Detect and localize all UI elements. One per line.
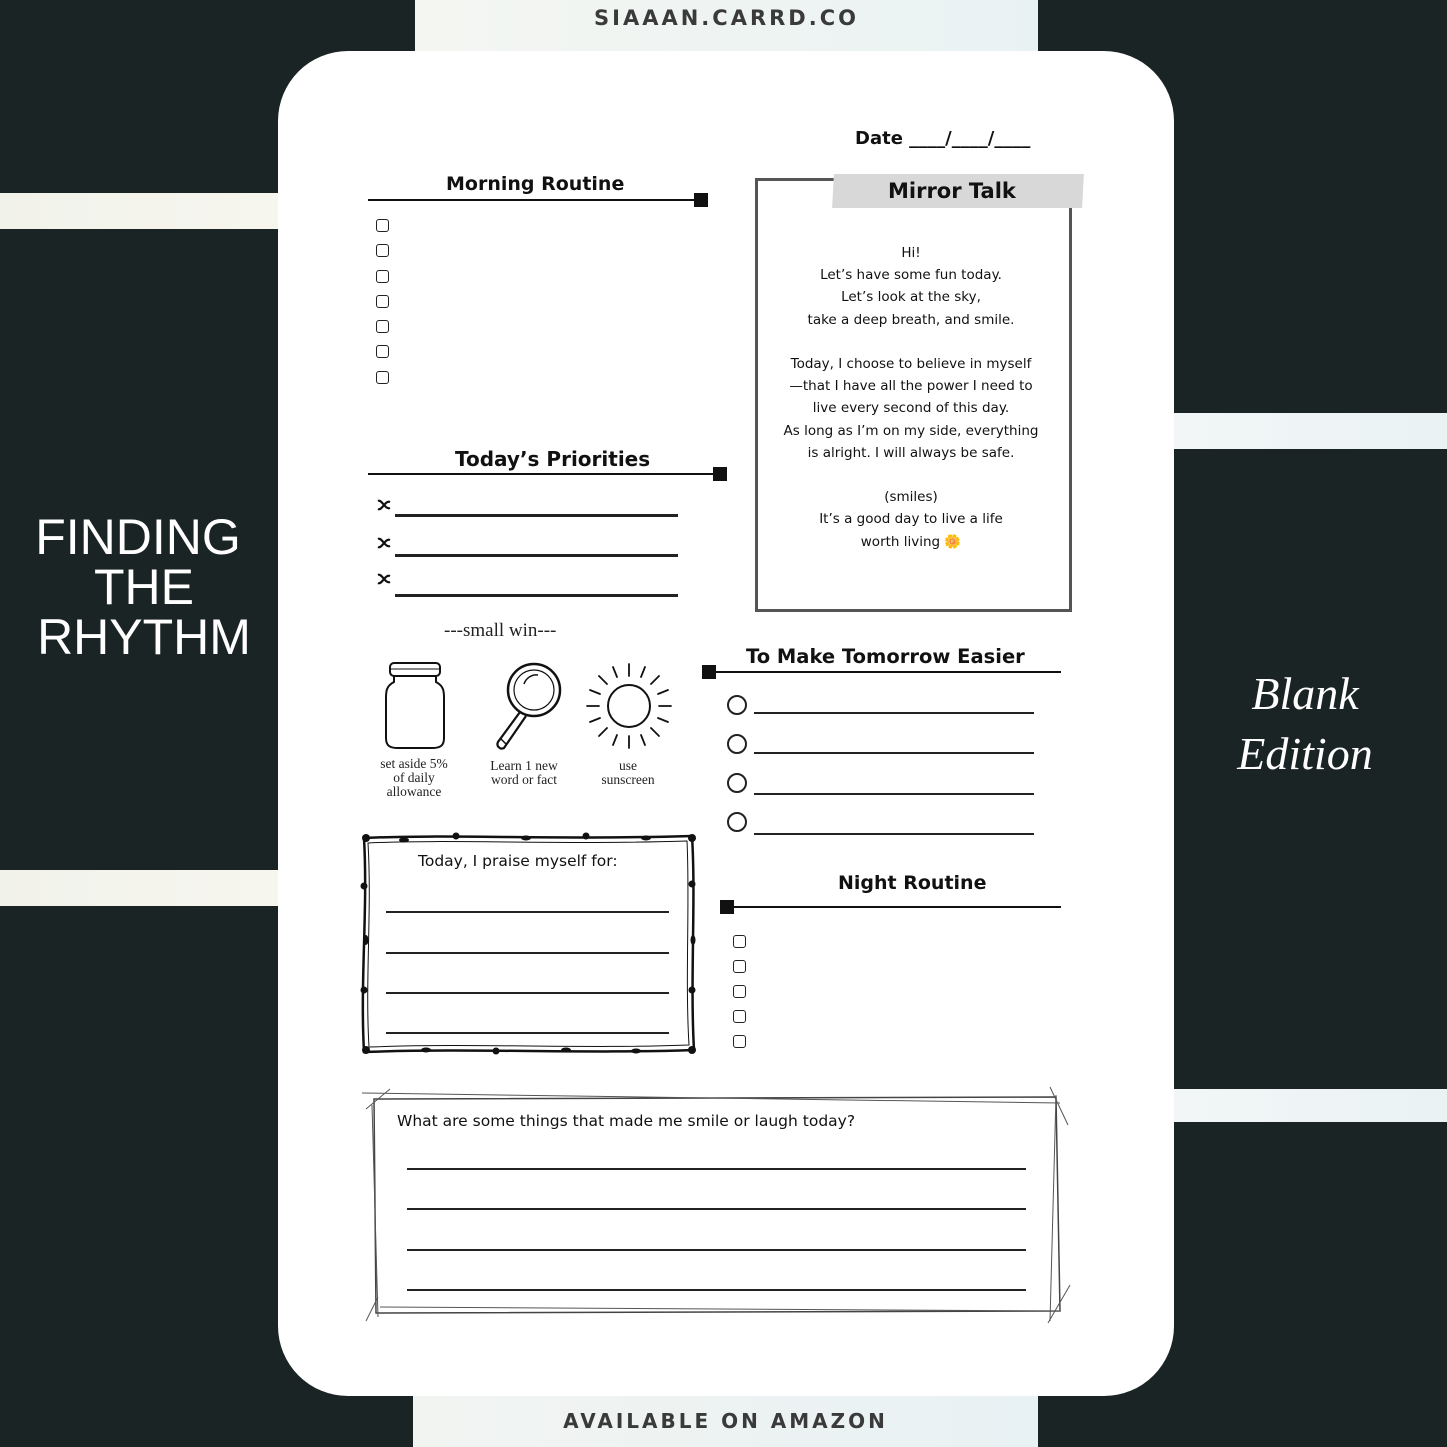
- footer-availability: AVAILABLE ON AMAZON: [563, 1409, 888, 1433]
- edition-line-2: Edition: [1237, 728, 1373, 779]
- edition-label: [1200, 664, 1410, 784]
- praise-line[interactable]: [386, 952, 669, 954]
- night-checkbox[interactable]: [733, 1010, 746, 1023]
- header-band: [415, 0, 1038, 52]
- magnifier-icon: [490, 660, 564, 752]
- smile-line[interactable]: [407, 1168, 1026, 1170]
- small-win-caption-magnifier: Learn 1 new word or fact: [490, 758, 558, 787]
- book-title-line-2: THE: [94, 559, 194, 615]
- book-title-line-3: RHYTHM: [37, 609, 251, 665]
- tomorrow-rule: [714, 671, 1061, 673]
- smile-prompt: What are some things that made me smile or laugh today?: [397, 1112, 856, 1130]
- book-title-line-1: FINDING: [35, 509, 241, 565]
- smile-line[interactable]: [407, 1289, 1026, 1291]
- night-checkbox[interactable]: [733, 960, 746, 973]
- tomorrow-circle-bullet[interactable]: [727, 773, 747, 793]
- priorities-marker: [713, 467, 727, 481]
- priorities-rule: [368, 473, 714, 475]
- tomorrow-line[interactable]: [754, 833, 1034, 835]
- smile-line[interactable]: [407, 1249, 1026, 1251]
- night-routine-marker: [720, 900, 734, 914]
- tomorrow-line[interactable]: [754, 752, 1034, 754]
- book-title: [20, 509, 268, 665]
- morning-routine-title: Morning Routine: [446, 173, 625, 195]
- night-routine-title: Night Routine: [838, 872, 987, 894]
- priority-line[interactable]: [395, 594, 678, 597]
- small-win-caption-sun: use sunscreen: [601, 758, 655, 787]
- night-checkbox[interactable]: [733, 985, 746, 998]
- ribbon-bullet-icon: [376, 498, 394, 512]
- morning-checkbox[interactable]: [376, 371, 389, 384]
- morning-routine-rule: [368, 199, 696, 201]
- morning-checkbox[interactable]: [376, 219, 389, 232]
- date-field[interactable]: Date ____/____/____: [855, 128, 1031, 149]
- site-url[interactable]: SIAAAN.CARRD.CO: [594, 6, 859, 30]
- left-stripe-bottom: [0, 870, 278, 906]
- left-stripe-top: [0, 193, 278, 229]
- footer-band: [413, 1395, 1038, 1447]
- sun-icon: [584, 662, 674, 750]
- praise-line[interactable]: [386, 992, 669, 994]
- praise-line[interactable]: [386, 1032, 669, 1034]
- right-stripe-top: [1174, 413, 1447, 449]
- ribbon-bullet-icon: [376, 572, 394, 586]
- small-win-title: ---small win---: [444, 620, 557, 641]
- tomorrow-line[interactable]: [754, 793, 1034, 795]
- edition-line-1: Blank: [1251, 668, 1359, 719]
- morning-checkbox[interactable]: [376, 270, 389, 283]
- morning-checkbox[interactable]: [376, 244, 389, 257]
- night-checkbox[interactable]: [733, 1035, 746, 1048]
- tomorrow-circle-bullet[interactable]: [727, 695, 747, 715]
- night-routine-rule: [733, 906, 1061, 908]
- smile-line[interactable]: [407, 1208, 1026, 1210]
- small-win-caption-jar: set aside 5% of daily allowance: [380, 756, 448, 799]
- ribbon-bullet-icon: [376, 536, 394, 550]
- night-checkbox[interactable]: [733, 935, 746, 948]
- tomorrow-title: To Make Tomorrow Easier: [746, 645, 1025, 668]
- morning-checkbox[interactable]: [376, 320, 389, 333]
- praise-title: Today, I praise myself for:: [418, 852, 618, 870]
- mirror-talk-title: Mirror Talk: [888, 179, 1016, 203]
- mirror-talk-text: Hi! Let’s have some fun today. Let’s look at the sky, take a deep breath, and smile. Today, I choose to believe in myself —that I have all the power I need to live every second of this day. As long as I’m on my side, everything is alright. I will always be safe. (smiles) It’s a good day to live a life worth living 🌼: [783, 245, 1039, 550]
- praise-line[interactable]: [386, 911, 669, 913]
- priorities-title: Today’s Priorities: [455, 447, 651, 471]
- tomorrow-line[interactable]: [754, 712, 1034, 714]
- priority-line[interactable]: [395, 554, 678, 557]
- jar-icon: [382, 660, 448, 752]
- morning-checkbox[interactable]: [376, 295, 389, 308]
- tomorrow-circle-bullet[interactable]: [727, 812, 747, 832]
- right-stripe-bottom: [1174, 1089, 1447, 1122]
- tomorrow-circle-bullet[interactable]: [727, 734, 747, 754]
- morning-checkbox[interactable]: [376, 345, 389, 358]
- priority-line[interactable]: [395, 514, 678, 517]
- morning-routine-marker: [694, 193, 708, 207]
